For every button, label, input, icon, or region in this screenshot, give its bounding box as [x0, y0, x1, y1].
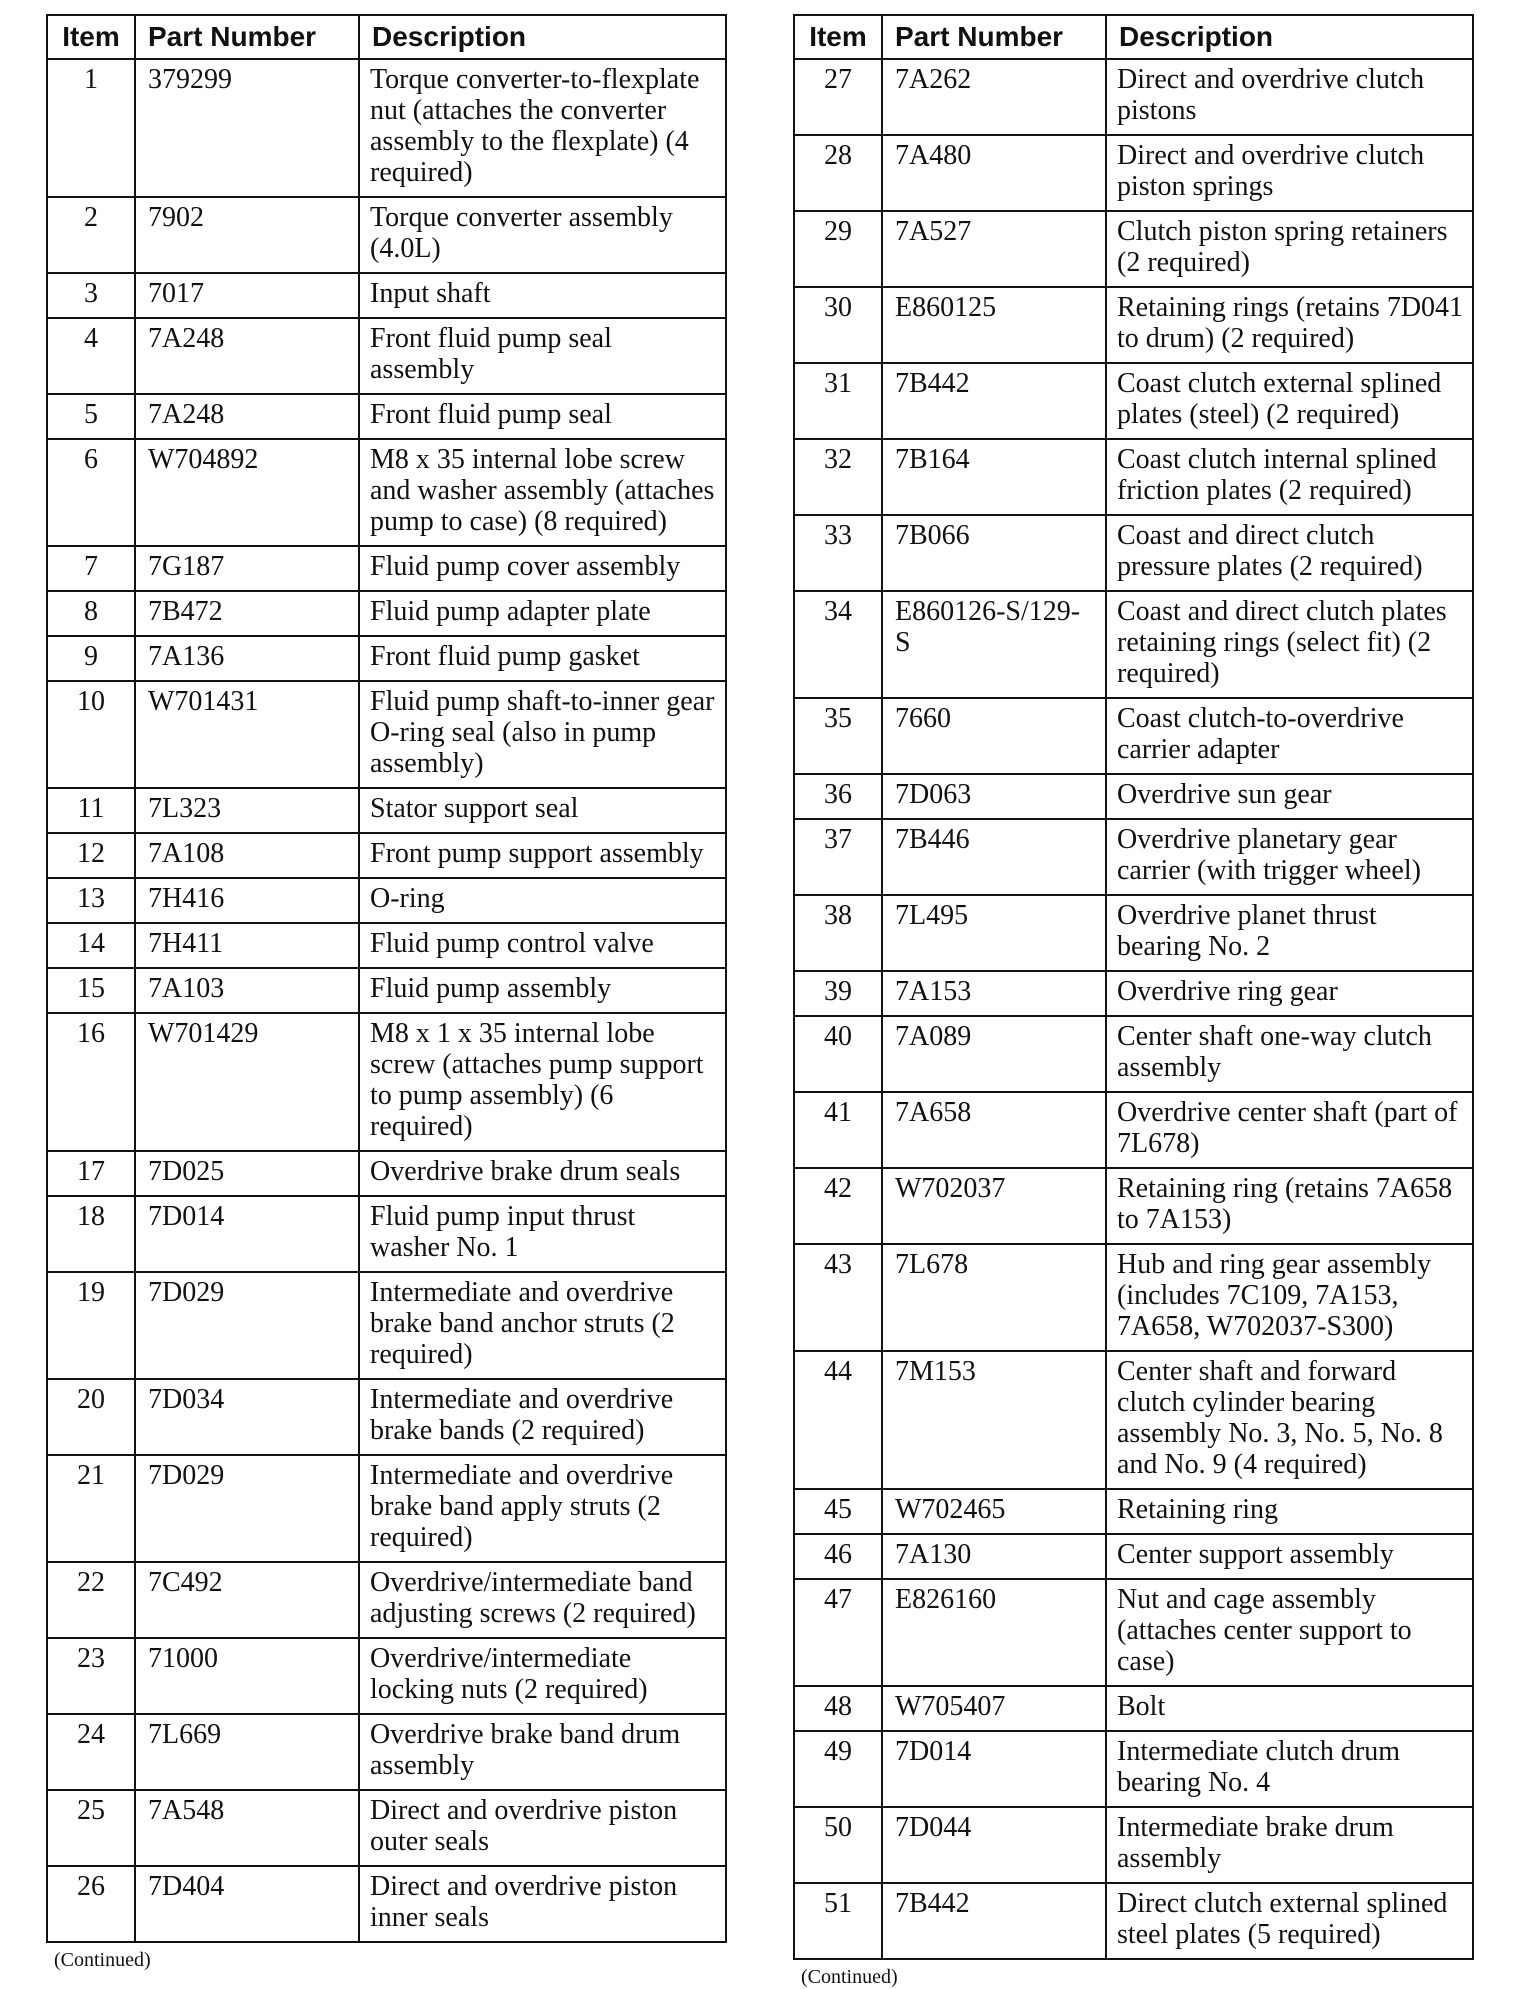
- part-number-cell: 7A262: [882, 59, 1106, 135]
- table-row: [794, 1489, 1473, 1534]
- description-cell: Fluid pump shaft-to-inner gear O-ring seal (also in pump assembly): [359, 681, 726, 788]
- item-number-cell: 10: [47, 681, 135, 788]
- table-row: [47, 546, 726, 591]
- item-number-cell: 48: [794, 1686, 882, 1731]
- description-cell: Intermediate and overdrive brake band anchor struts (2 required): [359, 1272, 726, 1379]
- description-cell: Overdrive planet thrust bearing No. 2: [1106, 895, 1473, 971]
- description-cell: Hub and ring gear assembly (includes 7C109, 7A153, 7A658, W702037-S300): [1106, 1244, 1473, 1351]
- item-number-cell: 40: [794, 1016, 882, 1092]
- table-row: [794, 1731, 1473, 1807]
- table-row: [794, 1244, 1473, 1351]
- table-row: [794, 591, 1473, 698]
- left-parts-table: [46, 14, 727, 1943]
- table-row: [47, 1562, 726, 1638]
- part-number-cell: 7A153: [882, 971, 1106, 1016]
- description-cell: Fluid pump cover assembly: [359, 546, 726, 591]
- item-number-cell: 49: [794, 1731, 882, 1807]
- table-row: [47, 1196, 726, 1272]
- item-number-cell: 9: [47, 636, 135, 681]
- description-cell: Fluid pump control valve: [359, 923, 726, 968]
- description-cell: Overdrive sun gear: [1106, 774, 1473, 819]
- description-cell: Torque converter assembly (4.0L): [359, 197, 726, 273]
- table-row: [47, 1790, 726, 1866]
- description-cell: Retaining ring (retains 7A658 to 7A153): [1106, 1168, 1473, 1244]
- part-number-cell: 7B472: [135, 591, 359, 636]
- description-cell: Intermediate clutch drum bearing No. 4: [1106, 1731, 1473, 1807]
- item-number-cell: 30: [794, 287, 882, 363]
- part-number-column-header: Part Number: [135, 15, 359, 59]
- table-row: [794, 774, 1473, 819]
- item-number-cell: 12: [47, 833, 135, 878]
- description-cell: Overdrive ring gear: [1106, 971, 1473, 1016]
- description-cell: Direct and overdrive piston outer seals: [359, 1790, 726, 1866]
- item-number-cell: 36: [794, 774, 882, 819]
- part-number-cell: 7A136: [135, 636, 359, 681]
- description-cell: O-ring: [359, 878, 726, 923]
- table-row: [794, 1883, 1473, 1959]
- description-cell: Retaining rings (retains 7D041 to drum) (2 required): [1106, 287, 1473, 363]
- table-row: [47, 394, 726, 439]
- left-parts-column: [46, 14, 727, 1972]
- table-row: [47, 681, 726, 788]
- table-row: [47, 878, 726, 923]
- part-number-cell: 7L678: [882, 1244, 1106, 1351]
- item-number-cell: 15: [47, 968, 135, 1013]
- table-row: [47, 318, 726, 394]
- part-number-cell: 7B442: [882, 363, 1106, 439]
- description-cell: Overdrive brake band drum assembly: [359, 1714, 726, 1790]
- description-cell: Direct and overdrive piston inner seals: [359, 1866, 726, 1942]
- item-number-cell: 19: [47, 1272, 135, 1379]
- item-number-cell: 6: [47, 439, 135, 546]
- table-row: [47, 273, 726, 318]
- part-number-cell: 7D034: [135, 1379, 359, 1455]
- description-cell: Fluid pump input thrust washer No. 1: [359, 1196, 726, 1272]
- item-number-cell: 14: [47, 923, 135, 968]
- description-cell: Retaining ring: [1106, 1489, 1473, 1534]
- description-cell: Intermediate and overdrive brake band apply struts (2 required): [359, 1455, 726, 1562]
- description-cell: Center shaft and forward clutch cylinder bearing assembly No. 3, No. 5, No. 8 and No. 9 (4 required): [1106, 1351, 1473, 1489]
- header-row: [794, 15, 1473, 59]
- description-cell: Center support assembly: [1106, 1534, 1473, 1579]
- description-cell: Front fluid pump seal: [359, 394, 726, 439]
- item-number-cell: 31: [794, 363, 882, 439]
- table-row: [47, 788, 726, 833]
- item-number-cell: 11: [47, 788, 135, 833]
- part-number-cell: 7D029: [135, 1272, 359, 1379]
- part-number-column-header: Part Number: [882, 15, 1106, 59]
- item-number-cell: 28: [794, 135, 882, 211]
- description-cell: Torque converter-to-flexplate nut (attaches the converter assembly to the flexplate) (4 required): [359, 59, 726, 197]
- table-row: [47, 1866, 726, 1942]
- part-number-cell: 7H416: [135, 878, 359, 923]
- item-number-cell: 46: [794, 1534, 882, 1579]
- table-row: [47, 1455, 726, 1562]
- item-number-cell: 21: [47, 1455, 135, 1562]
- item-number-cell: 22: [47, 1562, 135, 1638]
- part-number-cell: 7B442: [882, 1883, 1106, 1959]
- table-row: [47, 636, 726, 681]
- part-number-cell: 7L669: [135, 1714, 359, 1790]
- part-number-cell: W701431: [135, 681, 359, 788]
- item-number-cell: 43: [794, 1244, 882, 1351]
- part-number-cell: 7D014: [882, 1731, 1106, 1807]
- table-row: [794, 211, 1473, 287]
- description-cell: Center shaft one-way clutch assembly: [1106, 1016, 1473, 1092]
- item-number-cell: 1: [47, 59, 135, 197]
- item-number-cell: 29: [794, 211, 882, 287]
- table-row: [47, 591, 726, 636]
- item-number-cell: 26: [47, 1866, 135, 1942]
- item-number-cell: 27: [794, 59, 882, 135]
- item-number-cell: 25: [47, 1790, 135, 1866]
- part-number-cell: 7D025: [135, 1151, 359, 1196]
- table-row: [794, 1016, 1473, 1092]
- item-number-cell: 32: [794, 439, 882, 515]
- description-cell: Direct and overdrive clutch pistons: [1106, 59, 1473, 135]
- part-number-cell: E860125: [882, 287, 1106, 363]
- table-row: [47, 439, 726, 546]
- item-number-cell: 35: [794, 698, 882, 774]
- item-column-header: Item: [794, 15, 882, 59]
- continued-note-left: (Continued): [54, 1949, 151, 1971]
- part-number-cell: 7B066: [882, 515, 1106, 591]
- part-number-cell: 7A548: [135, 1790, 359, 1866]
- description-cell: Stator support seal: [359, 788, 726, 833]
- description-cell: Coast clutch internal splined friction plates (2 required): [1106, 439, 1473, 515]
- item-number-cell: 23: [47, 1638, 135, 1714]
- description-cell: Bolt: [1106, 1686, 1473, 1731]
- part-number-cell: 7A108: [135, 833, 359, 878]
- item-number-cell: 47: [794, 1579, 882, 1686]
- table-row: [794, 135, 1473, 211]
- description-cell: Direct and overdrive clutch piston springs: [1106, 135, 1473, 211]
- description-cell: Overdrive center shaft (part of 7L678): [1106, 1092, 1473, 1168]
- item-number-cell: 17: [47, 1151, 135, 1196]
- item-number-cell: 4: [47, 318, 135, 394]
- description-cell: Coast clutch-to-overdrive carrier adapter: [1106, 698, 1473, 774]
- part-number-cell: W702465: [882, 1489, 1106, 1534]
- table-row: [794, 971, 1473, 1016]
- description-cell: Front fluid pump gasket: [359, 636, 726, 681]
- part-number-cell: 7D404: [135, 1866, 359, 1942]
- part-number-cell: 7D044: [882, 1807, 1106, 1883]
- item-number-cell: 37: [794, 819, 882, 895]
- item-number-cell: 44: [794, 1351, 882, 1489]
- description-cell: Coast and direct clutch pressure plates (2 required): [1106, 515, 1473, 591]
- description-cell: Input shaft: [359, 273, 726, 318]
- item-number-cell: 20: [47, 1379, 135, 1455]
- table-row: [47, 1714, 726, 1790]
- table-row: [794, 1092, 1473, 1168]
- table-row: [794, 698, 1473, 774]
- item-number-cell: 45: [794, 1489, 882, 1534]
- part-number-cell: E860126-S/129-S: [882, 591, 1106, 698]
- part-number-cell: 7660: [882, 698, 1106, 774]
- part-number-cell: 7017: [135, 273, 359, 318]
- description-cell: Overdrive brake drum seals: [359, 1151, 726, 1196]
- part-number-cell: 7C492: [135, 1562, 359, 1638]
- table-row: [794, 1168, 1473, 1244]
- item-number-cell: 51: [794, 1883, 882, 1959]
- item-number-cell: 33: [794, 515, 882, 591]
- part-number-cell: 7A103: [135, 968, 359, 1013]
- table-row: [794, 515, 1473, 591]
- description-cell: Intermediate brake drum assembly: [1106, 1807, 1473, 1883]
- table-row: [47, 1272, 726, 1379]
- description-column-header: Description: [359, 15, 726, 59]
- right-parts-column: [793, 14, 1474, 1989]
- item-number-cell: 16: [47, 1013, 135, 1151]
- part-number-cell: W702037: [882, 1168, 1106, 1244]
- table-row: [794, 895, 1473, 971]
- item-number-cell: 13: [47, 878, 135, 923]
- table-row: [794, 287, 1473, 363]
- table-row: [794, 1534, 1473, 1579]
- table-row: [47, 1638, 726, 1714]
- item-number-cell: 34: [794, 591, 882, 698]
- table-row: [47, 1151, 726, 1196]
- part-number-cell: 7A089: [882, 1016, 1106, 1092]
- description-cell: Direct clutch external splined steel plates (5 required): [1106, 1883, 1473, 1959]
- item-number-cell: 42: [794, 1168, 882, 1244]
- item-number-cell: 41: [794, 1092, 882, 1168]
- part-number-cell: 71000: [135, 1638, 359, 1714]
- description-cell: Front fluid pump seal assembly: [359, 318, 726, 394]
- part-number-cell: W705407: [882, 1686, 1106, 1731]
- item-column-header: Item: [47, 15, 135, 59]
- part-number-cell: 7D029: [135, 1455, 359, 1562]
- right-parts-table: [793, 14, 1474, 1960]
- item-number-cell: 50: [794, 1807, 882, 1883]
- description-cell: Clutch piston spring retainers (2 required): [1106, 211, 1473, 287]
- part-number-cell: 7A527: [882, 211, 1106, 287]
- part-number-cell: 7L323: [135, 788, 359, 833]
- part-number-cell: E826160: [882, 1579, 1106, 1686]
- table-row: [47, 1379, 726, 1455]
- part-number-cell: 379299: [135, 59, 359, 197]
- part-number-cell: 7D063: [882, 774, 1106, 819]
- description-cell: Coast and direct clutch plates retaining rings (select fit) (2 required): [1106, 591, 1473, 698]
- table-row: [794, 1579, 1473, 1686]
- table-row: [47, 59, 726, 197]
- item-number-cell: 2: [47, 197, 135, 273]
- table-row: [47, 833, 726, 878]
- part-number-cell: W704892: [135, 439, 359, 546]
- description-cell: Front pump support assembly: [359, 833, 726, 878]
- part-number-cell: 7A130: [882, 1534, 1106, 1579]
- table-row: [47, 197, 726, 273]
- part-number-cell: W701429: [135, 1013, 359, 1151]
- description-cell: Overdrive planetary gear carrier (with trigger wheel): [1106, 819, 1473, 895]
- table-row: [47, 923, 726, 968]
- description-cell: Overdrive/intermediate band adjusting screws (2 required): [359, 1562, 726, 1638]
- table-row: [794, 1686, 1473, 1731]
- part-number-cell: 7L495: [882, 895, 1106, 971]
- item-number-cell: 38: [794, 895, 882, 971]
- description-cell: Intermediate and overdrive brake bands (2 required): [359, 1379, 726, 1455]
- table-row: [794, 1807, 1473, 1883]
- part-number-cell: 7B164: [882, 439, 1106, 515]
- table-row: [794, 59, 1473, 135]
- part-number-cell: 7902: [135, 197, 359, 273]
- description-cell: Fluid pump adapter plate: [359, 591, 726, 636]
- table-row: [47, 1013, 726, 1151]
- part-number-cell: 7H411: [135, 923, 359, 968]
- description-cell: Overdrive/intermediate locking nuts (2 required): [359, 1638, 726, 1714]
- item-number-cell: 18: [47, 1196, 135, 1272]
- item-number-cell: 24: [47, 1714, 135, 1790]
- header-row: [47, 15, 726, 59]
- part-number-cell: 7A248: [135, 318, 359, 394]
- part-number-cell: 7A658: [882, 1092, 1106, 1168]
- description-cell: M8 x 35 internal lobe screw and washer assembly (attaches pump to case) (8 required): [359, 439, 726, 546]
- table-row: [794, 819, 1473, 895]
- description-cell: Coast clutch external splined plates (steel) (2 required): [1106, 363, 1473, 439]
- description-column-header: Description: [1106, 15, 1473, 59]
- continued-note-right: (Continued): [801, 1966, 898, 1988]
- item-number-cell: 39: [794, 971, 882, 1016]
- part-number-cell: 7G187: [135, 546, 359, 591]
- part-number-cell: 7A480: [882, 135, 1106, 211]
- part-number-cell: 7A248: [135, 394, 359, 439]
- item-number-cell: 7: [47, 546, 135, 591]
- description-cell: Nut and cage assembly (attaches center support to case): [1106, 1579, 1473, 1686]
- part-number-cell: 7B446: [882, 819, 1106, 895]
- item-number-cell: 5: [47, 394, 135, 439]
- description-cell: M8 x 1 x 35 internal lobe screw (attaches pump support to pump assembly) (6 required): [359, 1013, 726, 1151]
- table-row: [794, 1351, 1473, 1489]
- left-table-body: [47, 59, 726, 1942]
- table-row: [47, 968, 726, 1013]
- description-cell: Fluid pump assembly: [359, 968, 726, 1013]
- table-row: [794, 363, 1473, 439]
- item-number-cell: 3: [47, 273, 135, 318]
- part-number-cell: 7M153: [882, 1351, 1106, 1489]
- right-table-body: [794, 59, 1473, 1959]
- table-row: [794, 439, 1473, 515]
- item-number-cell: 8: [47, 591, 135, 636]
- part-number-cell: 7D014: [135, 1196, 359, 1272]
